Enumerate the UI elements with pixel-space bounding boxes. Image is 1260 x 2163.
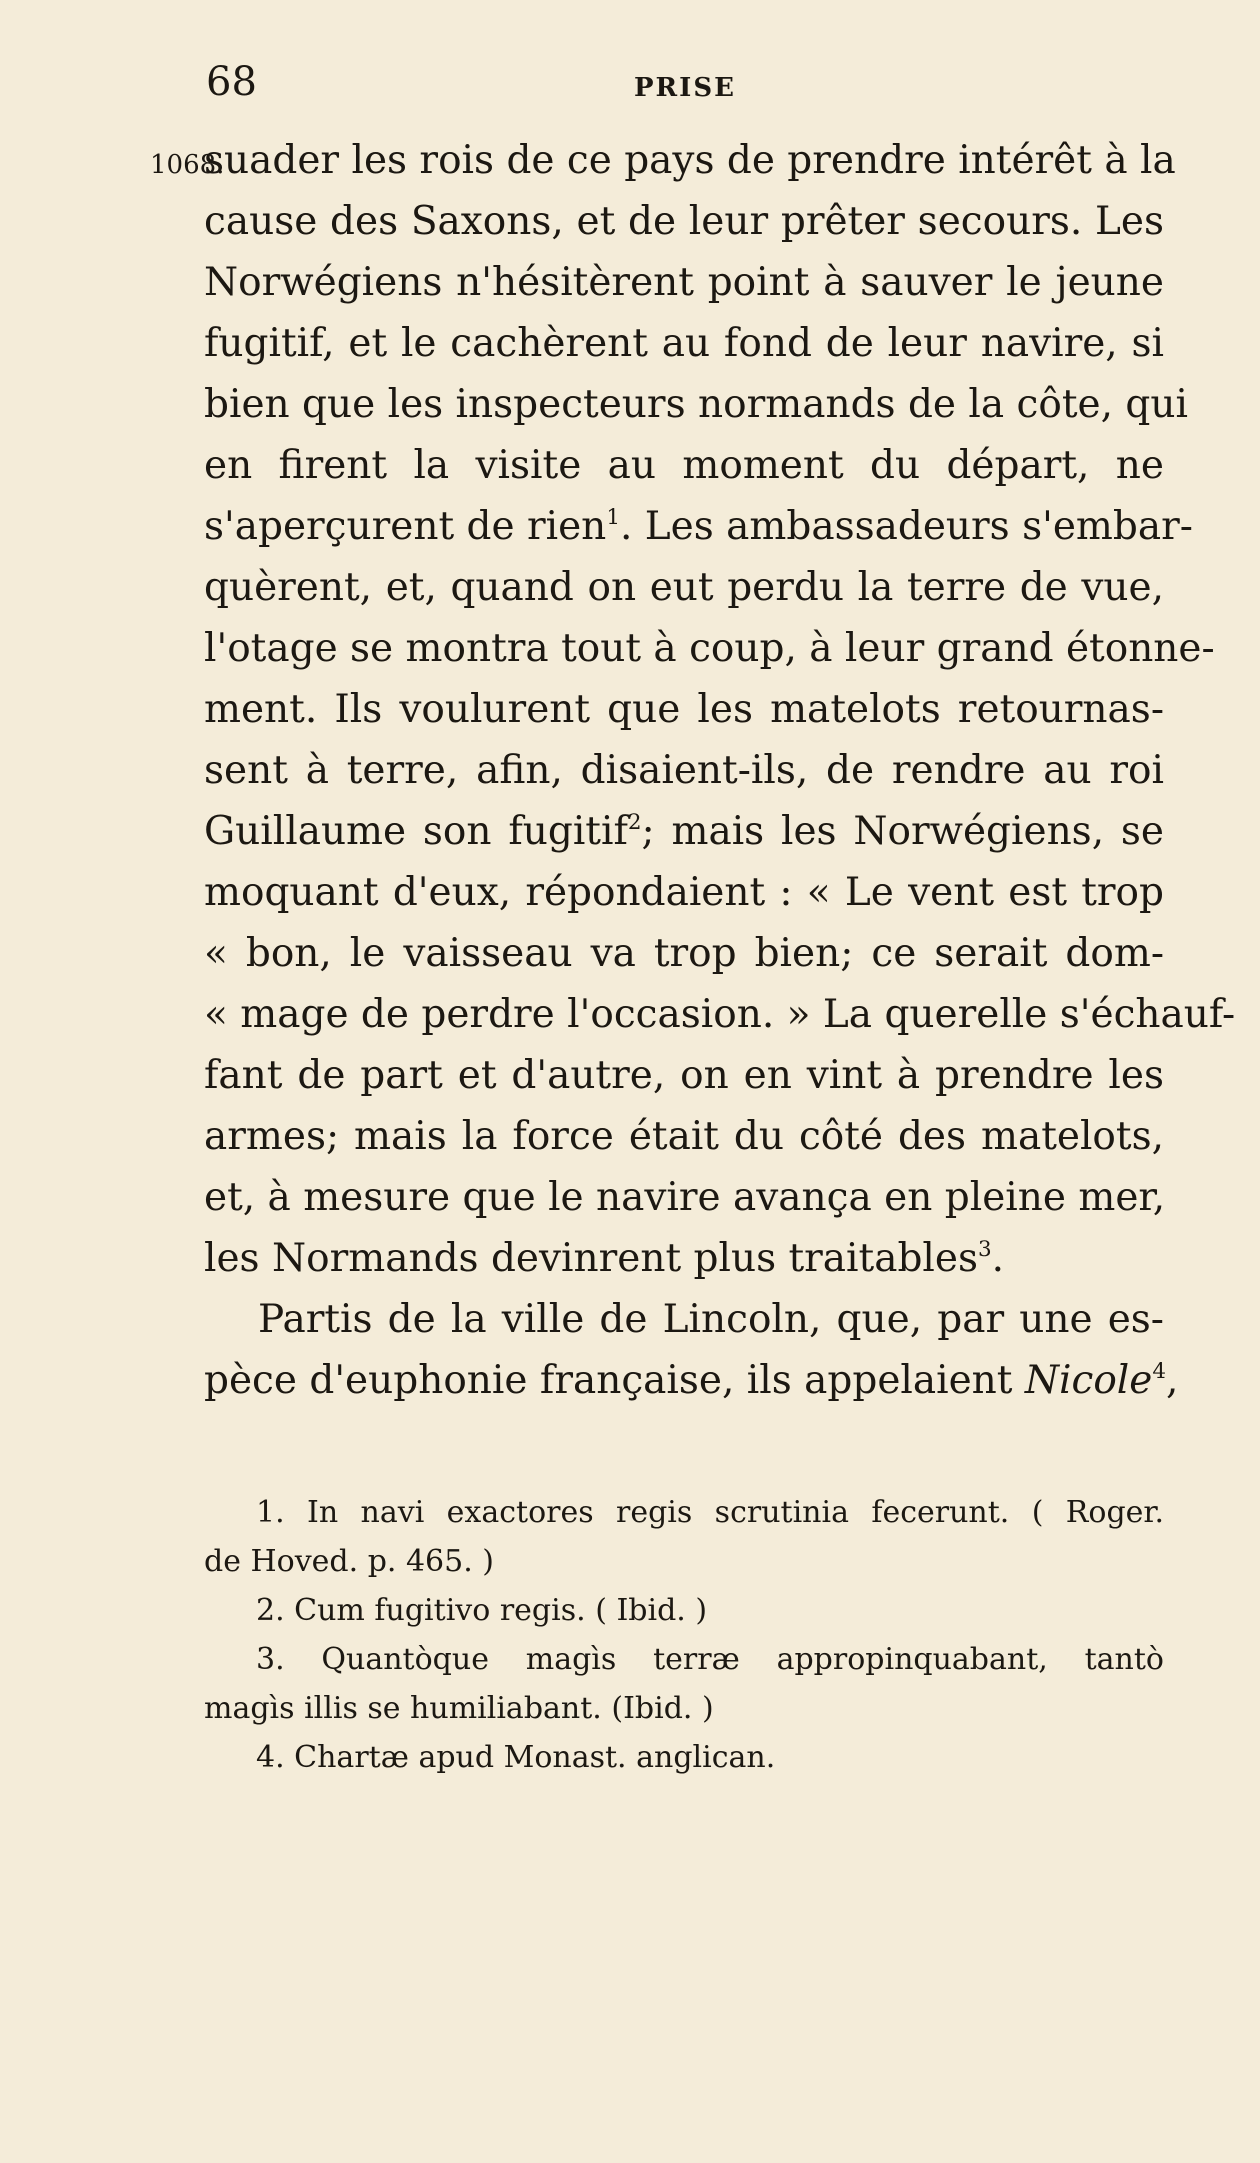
line-text: . — [991, 1236, 1005, 1281]
footnote-3-cont: magìs illis se humiliabant. (Ibid. ) — [204, 1691, 714, 1726]
line-text: les Normands devinrent plus traitables — [204, 1236, 978, 1281]
text-line: sent à terre, afin, disaient-ils, de rendre au roi — [204, 748, 1164, 793]
italic-name-nicole: Nicole — [1024, 1358, 1153, 1403]
text-line: moquant d'eux, répondaient : « Le vent est trop — [204, 870, 1164, 915]
text-line: fugitif, et le cachèrent au fond de leur navire, si — [204, 321, 1164, 366]
page-number: 68 — [206, 59, 257, 105]
footnote-4: 4. Chartæ apud Monast. anglican. — [256, 1740, 776, 1775]
footnote-1-cont: de Hoved. p. 465. ) — [204, 1544, 495, 1579]
text-line: armes; mais la force était du côté des matelots, — [204, 1114, 1164, 1159]
line-text: pèce d'euphonie française, ils appelaient — [204, 1358, 1025, 1403]
text-line — [204, 801, 1164, 862]
line-text: . Les ambassadeurs s'embar- — [619, 504, 1193, 549]
footnote-1: 1. In navi exactores regis scrutinia fecerunt. ( Roger. — [256, 1495, 1164, 1530]
footnote-3: 3. Quantòque magìs terræ appropinquabant, tantò — [256, 1642, 1164, 1677]
footnote-ref-2[interactable]: 2 — [627, 810, 642, 835]
text-line: « bon, le vaisseau va trop bien; ce serait dom- — [204, 931, 1164, 976]
line-text: s'aperçurent de rien — [204, 504, 607, 549]
line-text: , — [1166, 1358, 1179, 1403]
line-text: ; mais les Norwégiens, se — [641, 809, 1164, 854]
text-line: bien que les inspecteurs normands de la côte, qui — [204, 382, 1188, 427]
text-line: quèrent, et, quand on eut perdu la terre de vue, — [204, 565, 1164, 610]
text-line: « mage de perdre l'occasion. » La querelle s'échauf- — [204, 992, 1236, 1037]
text-line: fant de part et d'autre, on en vint à prendre les — [204, 1053, 1164, 1098]
footnote-2: 2. Cum fugitivo regis. ( Ibid. ) — [256, 1593, 708, 1628]
running-head: PRISE — [634, 73, 736, 103]
margin-year-note: 1068. — [150, 150, 225, 180]
footnote-ref-4[interactable]: 4 — [1152, 1359, 1166, 1384]
text-line: ment. Ils voulurent que les matelots retournas- — [204, 687, 1164, 732]
text-line: et, à mesure que le navire avança en pleine mer, — [204, 1175, 1166, 1220]
body-text — [204, 130, 1236, 1411]
footnotes — [204, 1488, 1164, 1782]
text-line: suader les rois de ce pays de prendre intérêt à la — [204, 138, 1176, 183]
text-line — [204, 1228, 1164, 1289]
text-line: Partis de la ville de Lincoln, que, par une es- — [258, 1297, 1164, 1342]
text-line — [204, 1350, 1179, 1411]
footnote-ref-1[interactable]: 1 — [606, 505, 620, 530]
line-text: Guillaume son fugitif — [204, 809, 628, 854]
footnote-ref-3[interactable]: 3 — [977, 1237, 992, 1262]
page-header — [0, 59, 1260, 122]
text-line — [204, 496, 1193, 557]
text-line: cause des Saxons, et de leur prêter secours. Les — [204, 199, 1164, 244]
text-line: l'otage se montra tout à coup, à leur grand étonne- — [204, 626, 1215, 671]
text-line: en firent la visite au moment du départ, ne — [204, 443, 1164, 488]
text-line: Norwégiens n'hésitèrent point à sauver le jeune — [204, 260, 1164, 305]
